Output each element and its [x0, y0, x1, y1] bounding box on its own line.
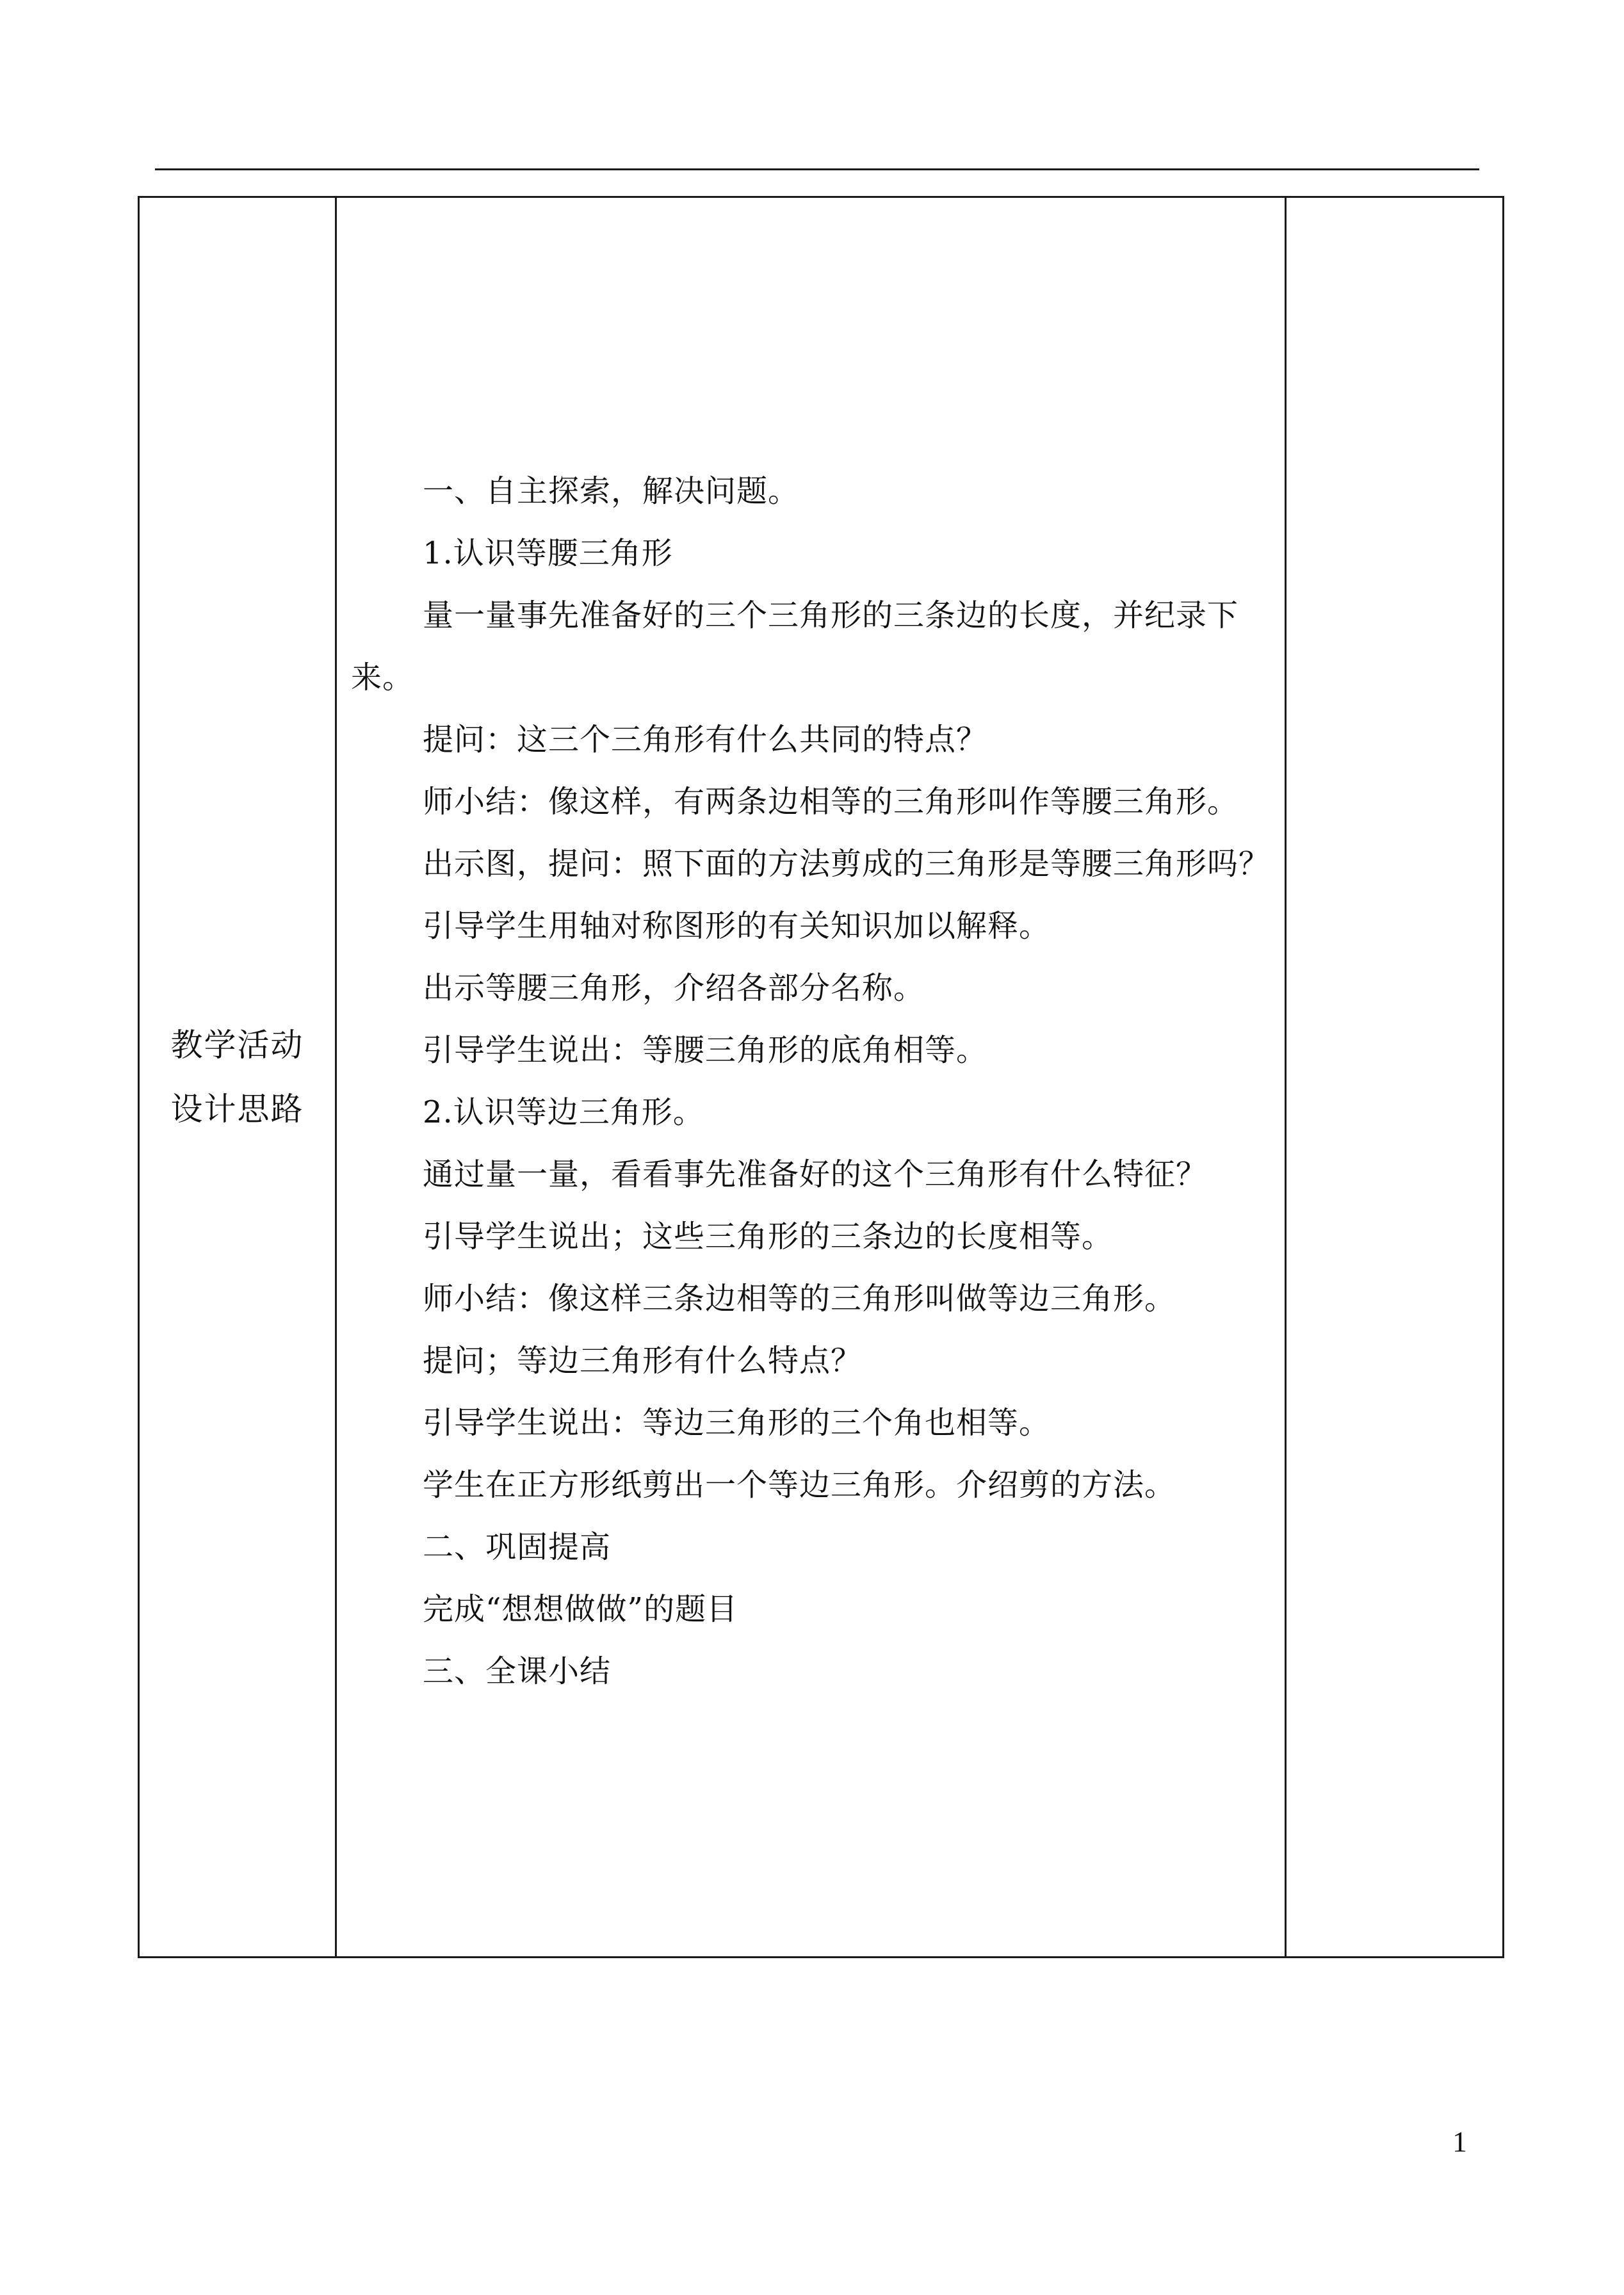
paragraph: 二、巩固提高	[423, 1529, 612, 1565]
paragraph: 1.认识等腰三角形	[423, 535, 673, 571]
row-label-line: 设计思路	[170, 1091, 304, 1128]
paragraph: 一、自主探索，解决问题。	[423, 473, 800, 509]
page-number: 1	[1452, 2125, 1467, 2158]
paragraph: 通过量一量，看看事先准备好的这个三角形有什么特征？	[423, 1156, 1208, 1192]
lesson-plan-table	[138, 196, 1504, 1958]
paragraph: 引导学生说出；这些三角形的三条边的长度相等。	[423, 1219, 1114, 1254]
paragraph: 量一量事先准备好的三个三角形的三条边的长度，并纪录下来。	[351, 597, 1239, 695]
paragraph: 提问：这三个三角形有什么共同的特点？	[423, 722, 988, 758]
row-label-cell	[139, 197, 336, 1958]
paragraph: 引导学生说出：等腰三角形的底角相等。	[423, 1032, 988, 1068]
content-cell	[336, 197, 1286, 1958]
paragraph: 引导学生说出：等边三角形的三个角也相等。	[423, 1405, 1051, 1441]
notes-cell	[1286, 197, 1504, 1958]
paragraph: 提问；等边三角形有什么特点？	[423, 1343, 863, 1379]
paragraph: 完成“想想做做”的题目	[423, 1591, 738, 1627]
content-body	[337, 198, 1285, 1703]
paragraph: 出示图，提问：照下面的方法剪成的三角形是等腰三角形吗？	[423, 846, 1271, 882]
paragraph: 学生在正方形纸剪出一个等边三角形。介绍剪的方法。	[423, 1467, 1176, 1503]
paragraph: 师小结：像这样三条边相等的三角形叫做等边三角形。	[423, 1281, 1176, 1317]
paragraph: 出示等腰三角形，介绍各部分名称。	[423, 970, 925, 1006]
table-row	[139, 197, 1504, 1958]
paragraph: 师小结：像这样，有两条边相等的三角形叫作等腰三角形。	[423, 784, 1239, 820]
row-label-line: 教学活动	[170, 1026, 304, 1064]
paragraph: 引导学生用轴对称图形的有关知识加以解释。	[423, 908, 1051, 944]
paragraph: 三、全课小结	[423, 1653, 612, 1689]
paragraph: 2.认识等边三角形。	[423, 1094, 704, 1130]
row-label	[140, 1013, 335, 1141]
header-rule	[155, 168, 1479, 170]
